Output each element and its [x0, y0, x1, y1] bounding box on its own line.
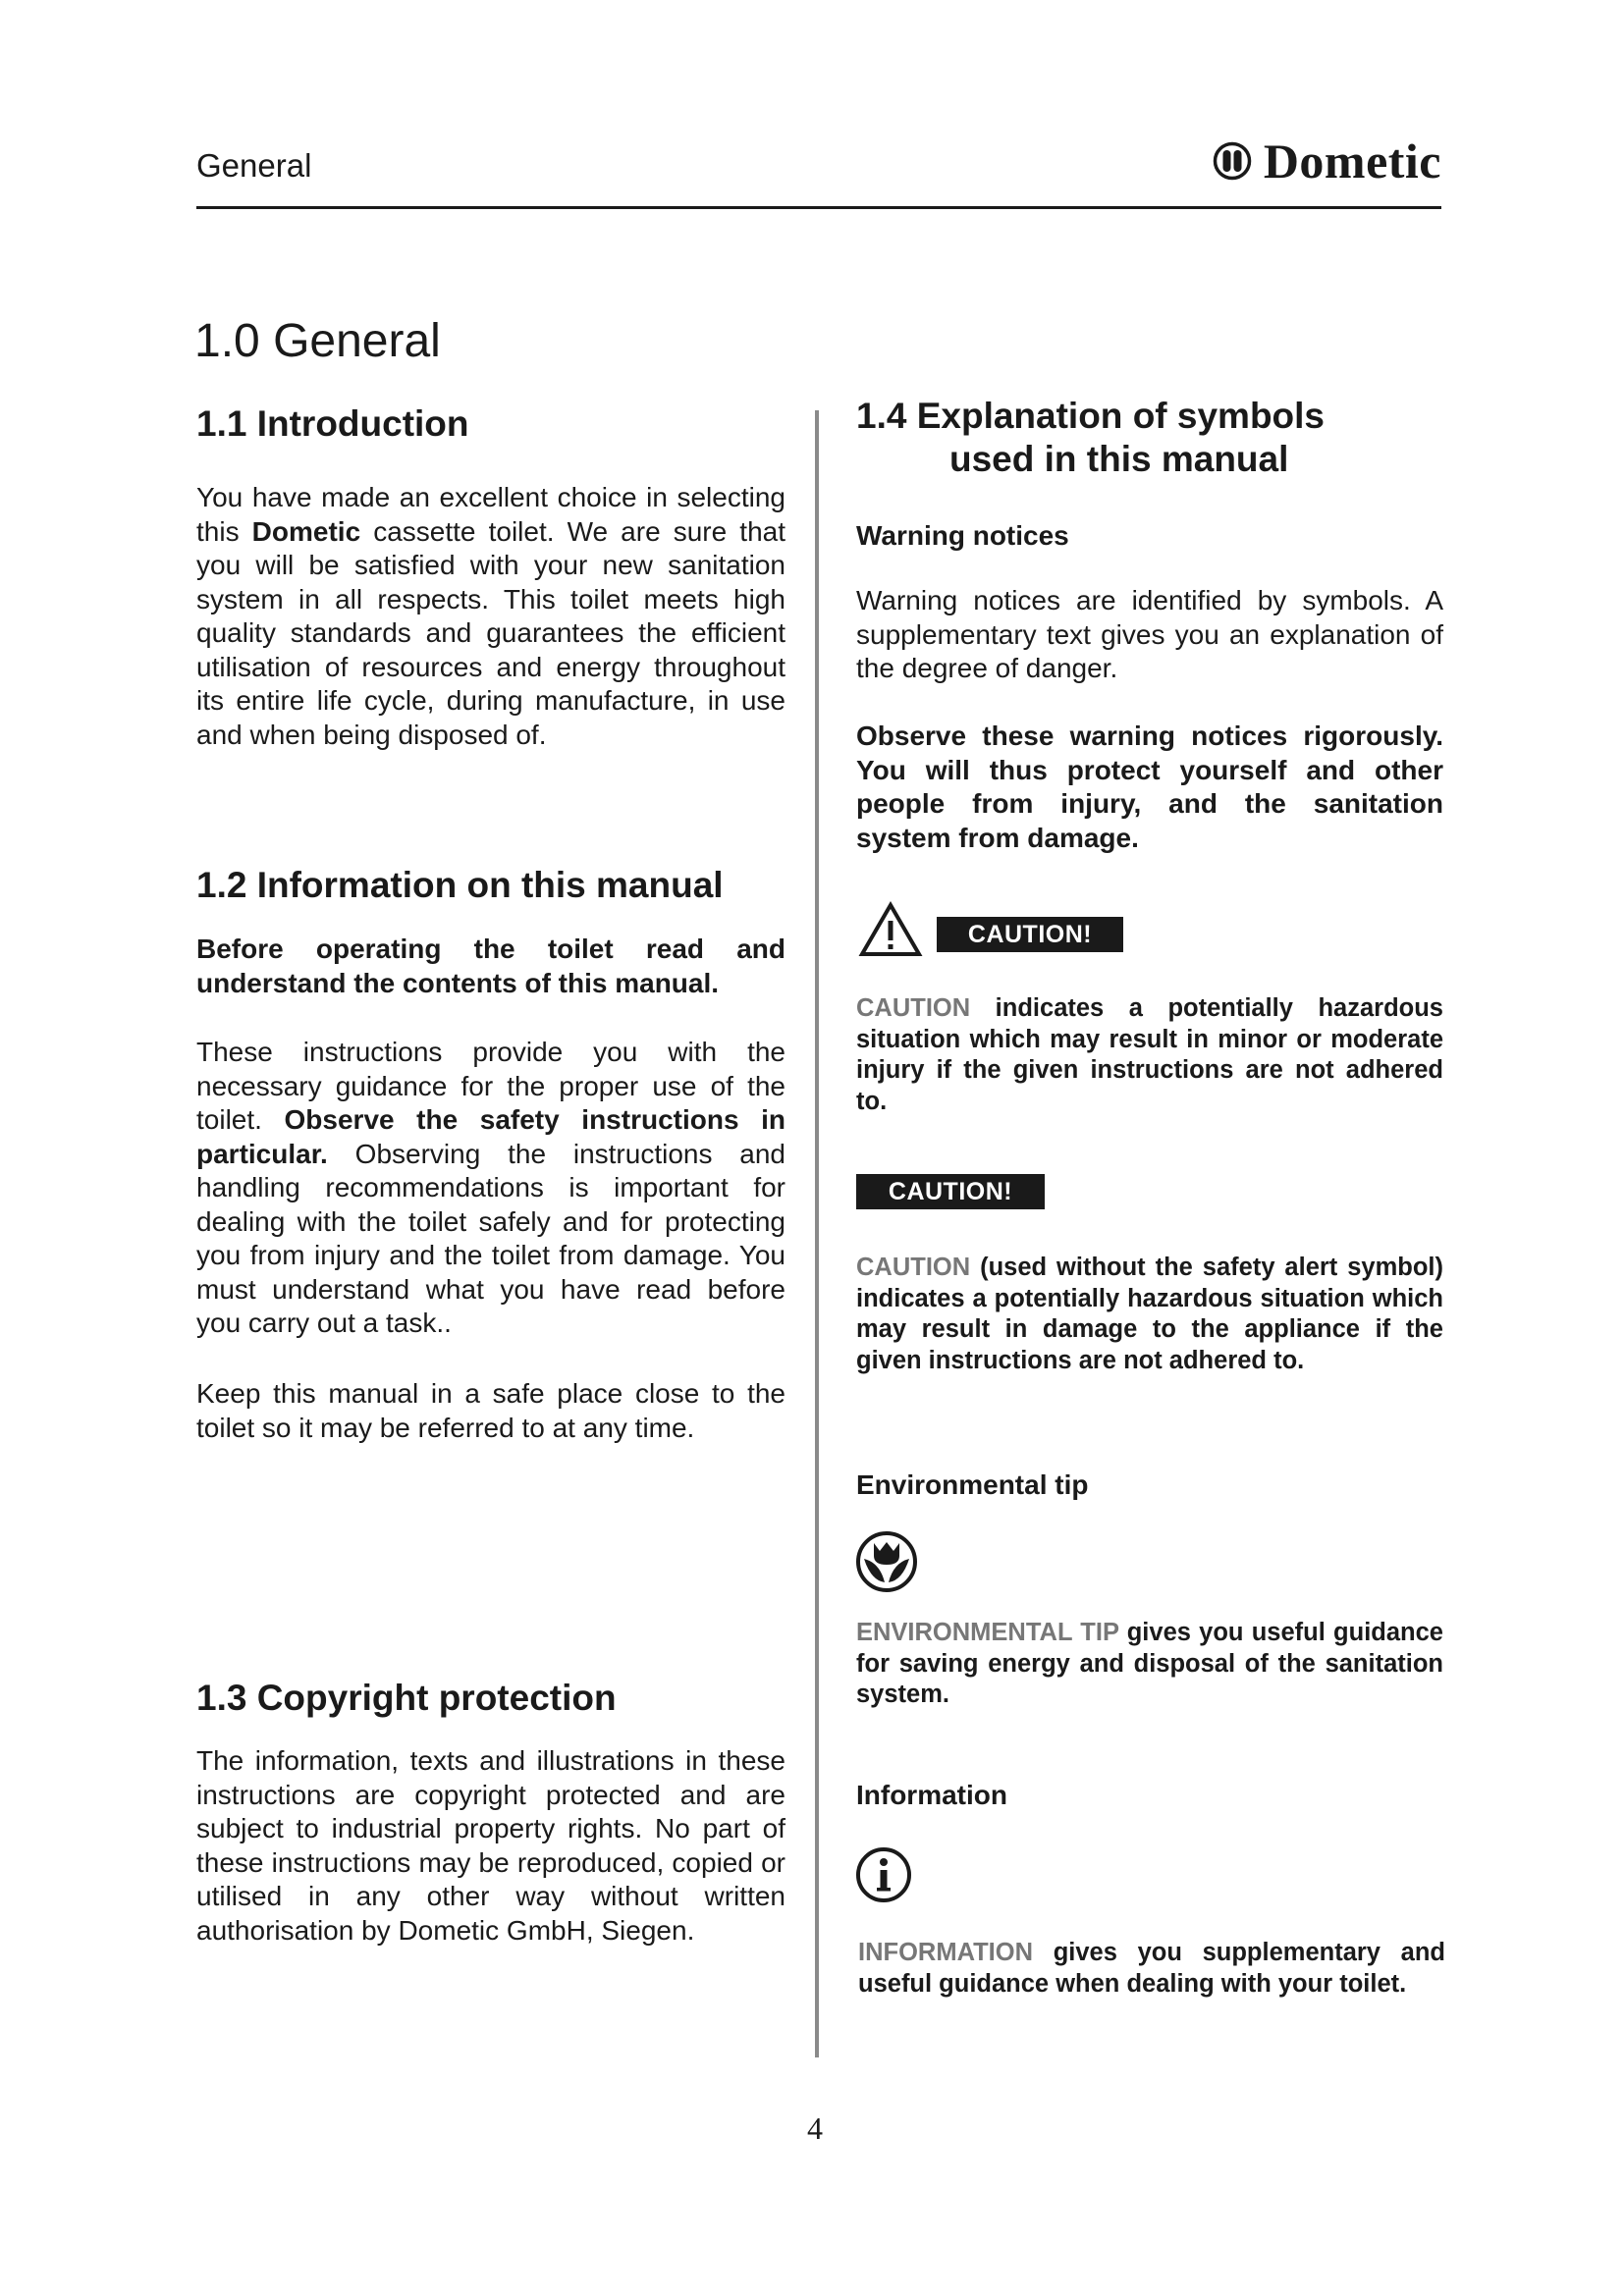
warning-notices-heading: Warning notices — [856, 520, 1069, 551]
caution-plain-description: CAUTION (used without the safety alert symbol) indicates a potentially hazardous situation which may result in damage to the appliance if the given instructions are not adhered to. — [856, 1254, 1443, 1374]
heading-copyright: 1.3 Copyright protection — [196, 1678, 617, 1718]
column-divider — [815, 410, 819, 2057]
copyright-text: The information, texts and illustrations in these instructions are copyright protected and are subject to industrial property rights. No part of these instructions may be reproduced, copied or utilised in any other way without written authorisation by Dometic GmbH, Siegen. — [196, 1745, 785, 1946]
manual-info-keep: Keep this manual in a safe place close to the toilet so it may be referred to at any time. — [196, 1378, 785, 1443]
warning-triangle-icon — [858, 901, 923, 958]
environmental-tip-text: ENVIRONMENTAL TIP gives you useful guidance for saving energy and disposal of the sanitation system. — [856, 1619, 1443, 1708]
manual-info-lead: Before operating the toilet read and understand the contents of this manual. — [196, 934, 785, 998]
brand-inline: Dometic — [251, 515, 361, 547]
brand-name: Dometic — [1263, 133, 1441, 188]
warning-notices-text: Warning notices are identified by symbols. A supplementary text gives you an explanation of the degree of danger. — [856, 585, 1443, 683]
information-heading: Information — [856, 1780, 1007, 1810]
dometic-logo-icon — [1213, 141, 1252, 181]
header-rule — [196, 206, 1441, 209]
information-icon — [854, 1845, 913, 1904]
heading-introduction: 1.1 Introduction — [196, 403, 469, 444]
heading-manual-info: 1.2 Information on this manual — [196, 865, 724, 905]
environmental-tip-heading: Environmental tip — [856, 1469, 1089, 1500]
caution-description: CAUTION indicates a potentially hazardous situation which may result in minor or moderate injury if the given instructions are not adhered to. — [856, 994, 1443, 1115]
heading-symbols: 1.4 Explanation of symbols used in this manual — [856, 396, 1326, 479]
dometic-logo — [1213, 135, 1441, 187]
caution-badge: CAUTION! — [937, 917, 1123, 952]
warning-notices-emphasis: Observe these warning notices rigorously. You will thus protect yourself and other people from injury, and the sanitation system from damage. — [856, 721, 1443, 853]
page-title: 1.0 General — [194, 315, 441, 367]
page-number: 4 — [807, 2110, 823, 2146]
header-section-label: General — [196, 147, 312, 184]
information-text: INFORMATION gives you supplementary and useful guidance when dealing with your toilet. — [858, 1939, 1445, 1998]
environmental-tip-icon — [854, 1529, 919, 1594]
caution-badge-plain: CAUTION! — [856, 1174, 1045, 1209]
introduction-text: You have made an excellent choice in selecting this Dometic cassette toilet. We are sure that you will be satisfied with your new sanitation system in all respects. This toilet meets high quality standards and guarantees the efficient utilisation of resources and energy throughout its entire life cycle, during manufacture, in use and when being disposed of. — [196, 482, 785, 750]
manual-info-text: These instructions provide you with the necessary guidance for the proper use of the toilet. Observe the safety instructions in particular. Observing the instructions and handling recommendations is important for dealing with the toilet safely and for protecting you from injury and the toilet from damage. You must understand what you have read before you carry out a task.. — [196, 1037, 785, 1338]
